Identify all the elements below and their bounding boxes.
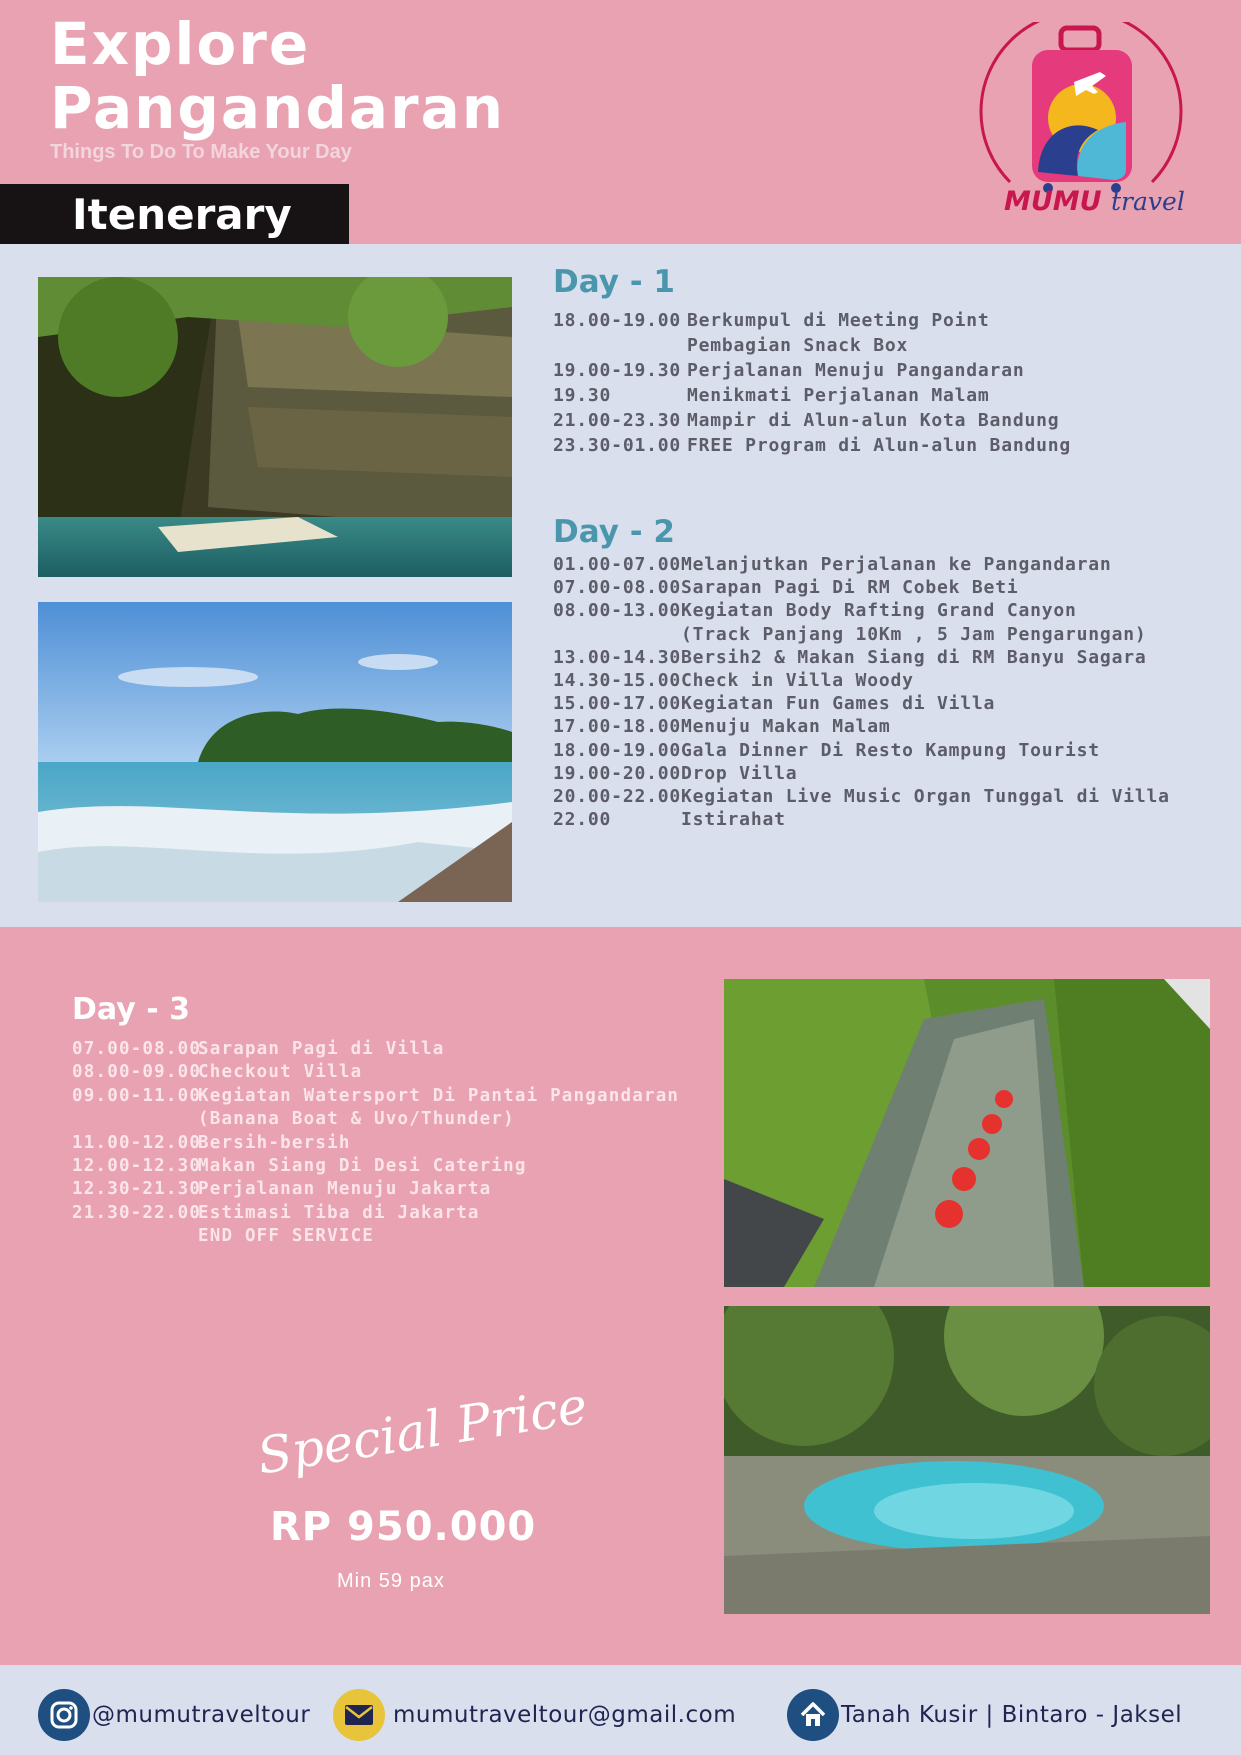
schedule-activity: Istirahat (681, 809, 786, 831)
body-rafting-photo (724, 979, 1210, 1287)
instagram-contact[interactable] (38, 1689, 310, 1741)
day1-title: Day - 1 (553, 264, 675, 300)
mail-icon (333, 1689, 385, 1741)
schedule-activity: Bersih2 & Makan Siang di RM Banyu Sagara (681, 646, 1147, 668)
schedule-time: 13.00-14.30 (553, 646, 682, 668)
instagram-handle: @mumutraveltour (92, 1702, 311, 1728)
address-contact[interactable] (787, 1689, 1182, 1741)
schedule-time: 01.00-07.00 (553, 554, 682, 575)
schedule-activity: END OFF SERVICE (198, 1226, 375, 1247)
schedule-row (72, 1061, 679, 1084)
schedule-time: 12.30-21.30 (72, 1179, 202, 1200)
schedule-activity: Sarapan Pagi Di RM Cobek Beti (681, 577, 1019, 599)
title-line-1: Explore (50, 10, 311, 78)
schedule-time (72, 1108, 198, 1131)
schedule-activity: Makan Siang Di Desi Catering (198, 1155, 527, 1176)
schedule-time: 21.30-22.00 (72, 1202, 202, 1223)
schedule-row (72, 1108, 679, 1131)
logo-script: travel (1111, 187, 1185, 216)
schedule-time: 11.00-12.00 (72, 1132, 202, 1153)
schedule-time: 15.00-17.00 (553, 693, 682, 715)
schedule-row (553, 669, 1170, 692)
schedule-activity: Check in Villa Woody (681, 669, 914, 691)
day1-schedule (553, 308, 1071, 458)
schedule-row (553, 692, 1170, 715)
home-icon (787, 1689, 839, 1741)
schedule-time (553, 623, 681, 646)
instagram-icon (38, 1689, 90, 1741)
schedule-time: 21.00-23.30 (553, 410, 682, 431)
day2-schedule (553, 553, 1170, 831)
schedule-row (553, 739, 1170, 762)
schedule-row (553, 715, 1170, 738)
subtitle: Things To Do To Make Your Day (50, 141, 352, 163)
schedule-activity: Mampir di Alun-alun Kota Bandung (687, 410, 1060, 431)
schedule-time: 22.00 (553, 809, 612, 831)
schedule-activity: Perjalanan Menuju Jakarta (198, 1179, 492, 1200)
schedule-activity: Melanjutkan Perjalanan ke Pangandaran (681, 554, 1112, 575)
schedule-time: 08.00-09.00 (72, 1062, 202, 1083)
schedule-row (553, 333, 1071, 358)
schedule-time: 09.00-11.00 (72, 1085, 202, 1106)
schedule-time: 18.00-19.00 (553, 739, 682, 761)
day3-title: Day - 3 (72, 992, 190, 1027)
schedule-row (72, 1155, 679, 1178)
beach-photo (38, 602, 512, 902)
logo-wordmark (1004, 186, 1185, 217)
schedule-activity: Perjalanan Menuju Pangandaran (687, 360, 1025, 381)
schedule-time: 17.00-18.00 (553, 716, 682, 738)
schedule-activity: Kegiatan Body Rafting Grand Canyon (681, 600, 1077, 622)
schedule-time: 19.30 (553, 385, 612, 406)
schedule-activity: Bersih-bersih (198, 1132, 351, 1153)
schedule-row (72, 1225, 679, 1248)
schedule-activity: (Banana Boat & Uvo/Thunder) (198, 1109, 515, 1130)
day3-schedule (72, 1038, 679, 1249)
schedule-time: 12.00-12.30 (72, 1155, 202, 1176)
schedule-time: 08.00-13.00 (553, 600, 682, 622)
schedule-activity: Berkumpul di Meeting Point (687, 310, 990, 331)
schedule-time: 07.00-08.00 (72, 1039, 202, 1059)
schedule-row (553, 358, 1071, 383)
schedule-row (553, 408, 1071, 433)
logo-brand: MUMU (1004, 186, 1102, 217)
title-line-2: Pangandaran (50, 74, 506, 142)
river-pool-photo (724, 1306, 1210, 1614)
schedule-row (553, 623, 1170, 646)
schedule-row (553, 308, 1071, 333)
schedule-activity: Pembagian Snack Box (687, 335, 909, 356)
schedule-activity: Checkout Villa (198, 1062, 363, 1083)
schedule-activity: Gala Dinner Di Resto Kampung Tourist (681, 739, 1100, 761)
schedule-activity: Sarapan Pagi di Villa (198, 1039, 445, 1059)
schedule-time: 14.30-15.00 (553, 669, 682, 691)
price-value: RP 950.000 (270, 1504, 537, 1550)
special-price-label: Special Price (253, 1376, 592, 1486)
schedule-row (553, 576, 1170, 599)
page-title (50, 12, 505, 140)
schedule-activity: Menikmati Perjalanan Malam (687, 385, 990, 406)
canyon-photo (38, 277, 512, 577)
schedule-row (553, 808, 1170, 831)
itinerary-section (0, 244, 1241, 927)
minimum-pax-note: Min 59 pax (337, 1570, 445, 1592)
schedule-activity: Kegiatan Watersport Di Pantai Pangandaran (198, 1085, 680, 1106)
schedule-row (553, 433, 1071, 458)
schedule-time: 23.30-01.00 (553, 435, 682, 456)
schedule-activity: FREE Program di Alun-alun Bandung (687, 435, 1072, 456)
itinerary-tab-label: Itenerary (72, 190, 292, 239)
schedule-row (553, 762, 1170, 785)
schedule-activity: Menuju Makan Malam (681, 716, 891, 738)
schedule-time (553, 333, 687, 358)
schedule-row (72, 1202, 679, 1225)
schedule-activity: (Track Panjang 10Km , 5 Jam Pengarungan) (681, 623, 1147, 645)
schedule-time: 18.00-19.00 (553, 310, 682, 331)
address-text: Tanah Kusir | Bintaro - Jaksel (841, 1702, 1183, 1728)
schedule-row (553, 383, 1071, 408)
email-contact[interactable] (333, 1689, 736, 1741)
schedule-row (72, 1038, 679, 1061)
schedule-time (72, 1225, 198, 1248)
schedule-activity: Kegiatan Live Music Organ Tunggal di Villa (681, 785, 1170, 807)
schedule-time: 20.00-22.00 (553, 785, 682, 807)
schedule-time: 19.00-20.00 (553, 762, 682, 784)
schedule-row (553, 785, 1170, 808)
schedule-row (72, 1085, 679, 1108)
schedule-activity: Drop Villa (681, 762, 798, 784)
contact-footer (0, 1665, 1241, 1755)
schedule-row (553, 599, 1170, 622)
schedule-time: 07.00-08.00 (553, 577, 682, 599)
schedule-activity: Estimasi Tiba di Jakarta (198, 1202, 480, 1223)
schedule-row (553, 646, 1170, 669)
schedule-row (72, 1178, 679, 1201)
day2-title: Day - 2 (553, 514, 675, 550)
email-address: mumutraveltour@gmail.com (393, 1702, 737, 1728)
schedule-row (72, 1132, 679, 1155)
schedule-row (553, 553, 1170, 576)
schedule-time: 19.00-19.30 (553, 360, 682, 381)
schedule-activity: Kegiatan Fun Games di Villa (681, 693, 996, 715)
